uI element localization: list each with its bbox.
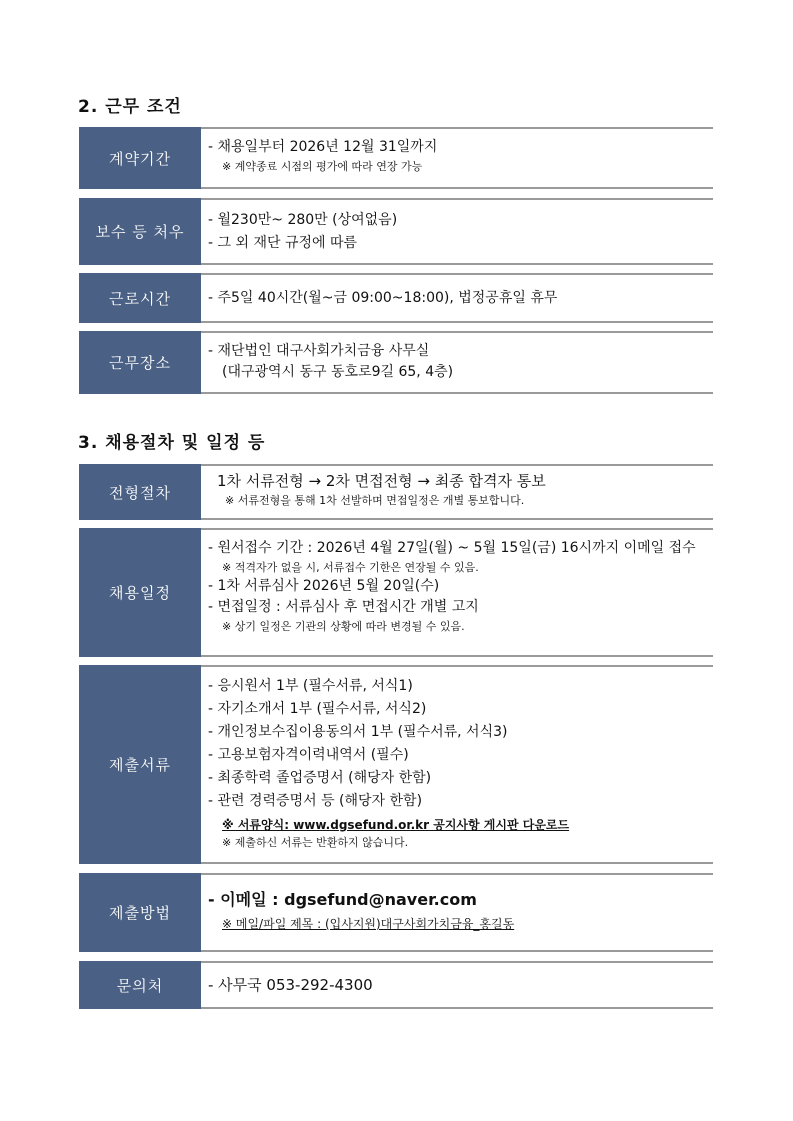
workplace-address: (대구광역시 동구 동호로9길 65, 4층)	[222, 364, 454, 380]
pay-rule-text: - 그 외 재단 규정에 따름	[208, 235, 358, 251]
content-submission-method	[201, 873, 713, 952]
form-download-link[interactable]: ※ 서류양식: www.dgsefund.or.kr 공지사항 게시판 다운로드	[222, 818, 570, 832]
selection-process-text: 1차 서류전형 → 2차 면접전형 → 최종 합격자 통보	[217, 472, 546, 490]
application-period-text: - 원서접수 기간 : 2026년 4월 27일(월) ~ 5월 15일(금) 16시까지 이메일 접수	[208, 540, 696, 556]
content-contract-period	[201, 127, 713, 189]
document-review-text: - 1차 서류심사 2026년 5월 20일(수)	[208, 578, 440, 594]
workplace-text: - 재단법인 대구사회가치금융 사무실	[208, 343, 430, 359]
label-contract-period: 계약기간	[79, 127, 201, 189]
contract-period-note: ※ 계약종료 시점의 평가에 따라 연장 가능	[222, 160, 423, 173]
working-hours-text: - 주5일 40시간(월~금 09:00~18:00), 법정공휴일 휴무	[208, 290, 558, 306]
list-item: - 고용보험자격이력내역서 (필수)	[208, 747, 409, 763]
contract-period-text: - 채용일부터 2026년 12월 31일까지	[208, 139, 438, 155]
application-period-note: ※ 적격자가 없을 시, 서류접수 기한은 연장될 수 있음.	[222, 561, 479, 574]
selection-process-note: ※ 서류전형을 통해 1차 선발하며 면접일정은 개별 통보합니다.	[225, 494, 525, 507]
label-required-documents: 제출서류	[79, 665, 201, 864]
content-working-hours	[201, 273, 713, 323]
list-item: - 개인정보수집이용동의서 1부 (필수서류, 서식3)	[208, 724, 508, 740]
content-workplace	[201, 331, 713, 394]
label-contact: 문의처	[79, 961, 201, 1009]
section-title-work-conditions: 2. 근무 조건	[78, 97, 182, 117]
row-hiring-schedule	[79, 528, 713, 657]
label-working-hours: 근로시간	[79, 273, 201, 323]
label-workplace: 근무장소	[79, 331, 201, 394]
row-required-documents	[79, 665, 713, 864]
row-submission-method	[79, 873, 713, 952]
row-selection-process	[79, 464, 713, 520]
submission-email-text: - 이메일 : dgsefund@naver.com	[208, 890, 477, 909]
contact-phone-text: - 사무국 053-292-4300	[208, 976, 373, 994]
row-contract-period	[79, 127, 713, 189]
content-selection-process	[201, 464, 713, 520]
pay-text: - 월230만~ 280만 (상여없음)	[208, 212, 398, 228]
label-hiring-schedule: 채용일정	[79, 528, 201, 657]
content-contact	[201, 961, 713, 1009]
label-submission-method: 제출방법	[79, 873, 201, 952]
label-pay: 보수 등 처우	[79, 198, 201, 265]
list-item: - 최종학력 졸업증명서 (해당자 한함)	[208, 770, 432, 786]
list-item: - 자기소개서 1부 (필수서류, 서식2)	[208, 701, 427, 717]
schedule-change-note: ※ 상기 일정은 기관의 상황에 따라 변경될 수 있음.	[222, 620, 465, 633]
row-working-hours	[79, 273, 713, 323]
interview-schedule-text: - 면접일정 : 서류심사 후 면접시간 개별 고지	[208, 599, 479, 615]
list-item: - 응시원서 1부 (필수서류, 서식1)	[208, 678, 413, 694]
list-item: - 관련 경력증명서 등 (해당자 한함)	[208, 793, 423, 809]
section-title-hiring-process: 3. 채용절차 및 일정 등	[78, 433, 266, 453]
content-required-documents	[201, 665, 713, 864]
content-hiring-schedule	[201, 528, 713, 657]
row-workplace	[79, 331, 713, 394]
content-pay	[201, 198, 713, 265]
no-return-note: ※ 제출하신 서류는 반환하지 않습니다.	[222, 836, 409, 849]
label-selection-process: 전형절차	[79, 464, 201, 520]
row-contact	[79, 961, 713, 1009]
email-subject-note: ※ 메일/파일 제목 : (입사지원)대구사회가치금융_홍길동	[222, 917, 515, 931]
row-pay	[79, 198, 713, 265]
